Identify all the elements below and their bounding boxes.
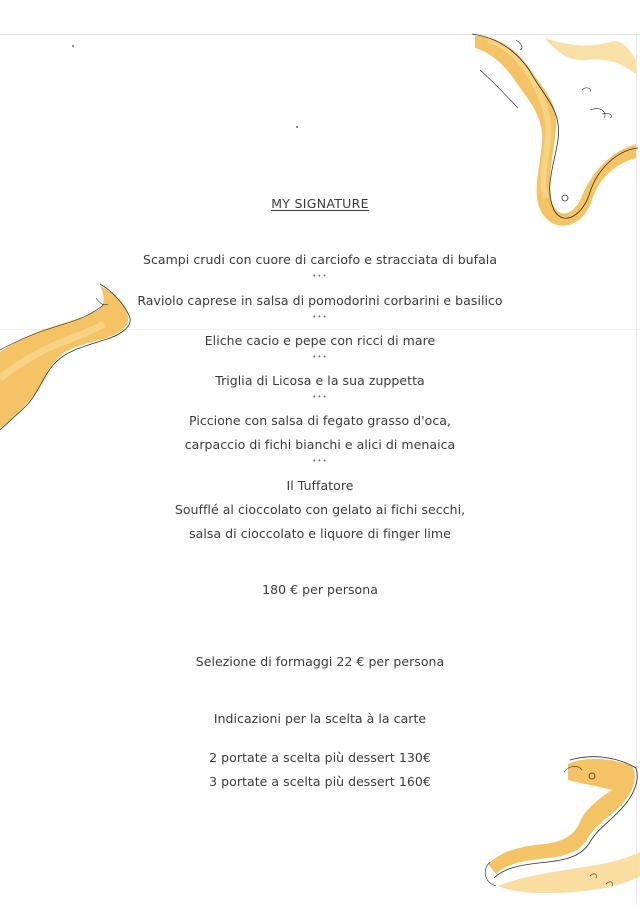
paper-speck (72, 45, 74, 47)
carte-option-3-courses: 3 portate a scelta più dessert 160€ (209, 774, 431, 789)
dessert-line-1: Soufflé al cioccolato con gelato ai fichi secchi, (174, 502, 466, 517)
course-6: Il Tuffatore (286, 478, 354, 493)
course-separator: ••• (312, 393, 328, 401)
course-3: Eliche cacio e pepe con ricci di mare (204, 333, 436, 348)
course-5-line-2: carpaccio di fichi bianchi e alici di menaica (184, 437, 456, 452)
course-1: Scampi crudi con cuore di carciofo e stracciata di bufala (142, 252, 498, 267)
a-la-carte-heading: Indicazioni per la scelta à la carte (213, 711, 427, 726)
tasting-price: 180 € per persona (262, 582, 378, 597)
cheese-selection: Selezione di formaggi 22 € per persona (195, 654, 445, 669)
carte-option-2-courses: 2 portate a scelta più dessert 130€ (209, 750, 431, 765)
course-4: Triglia di Licosa e la sua zuppetta (215, 373, 425, 388)
paper-speck (296, 126, 298, 128)
course-separator: ••• (312, 457, 328, 465)
course-2: Raviolo caprese in salsa di pomodorini corbarini e basilico (137, 293, 503, 308)
course-5-line-1: Piccione con salsa di fegato grasso d'oca, (189, 413, 451, 428)
menu-title: MY SIGNATURE (271, 196, 369, 211)
course-separator: ••• (312, 353, 328, 361)
course-separator: ••• (312, 313, 328, 321)
course-separator: ••• (312, 272, 328, 280)
dessert-line-2: salsa di cioccolato e liquore di finger lime (189, 526, 451, 541)
